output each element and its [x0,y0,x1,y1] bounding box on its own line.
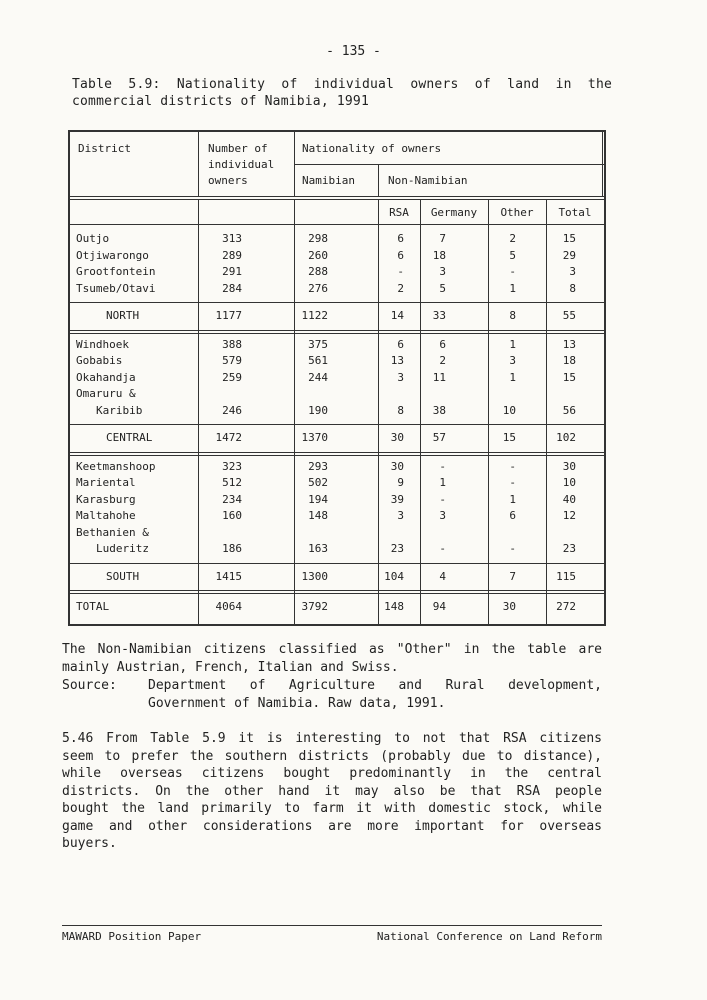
paragraph-line: while overseas citizens bought predominantly in the central [62,766,602,781]
owners-count: 234 [222,492,242,506]
district-name: Windhoek [76,337,129,351]
paragraph-line: buyers. [62,836,117,851]
germany-count: 94 [432,600,446,613]
germany-count: 57 [432,431,446,444]
column-divider [546,200,547,624]
header-district: District [78,142,131,155]
owners-count: 313 [222,232,242,245]
header-number-owners: Number of [208,142,268,155]
owners-count: 4064 [215,600,242,613]
total-count: 115 [556,569,576,583]
paragraph-line: districts. On the other hand it may also be that RSA people [62,783,602,799]
subtotal-double-rule [70,590,604,594]
total-count: 18 [562,354,576,367]
germany-count: 7 [439,232,446,245]
namibian-count: 502 [308,476,328,489]
table-title-line-1: Table 5.9: Nationality of individual owners of land in the [72,77,612,92]
namibian-count: 163 [308,542,328,555]
total-count: 3 [569,265,576,278]
other-count: - [509,265,516,278]
rsa-count: 39 [390,492,404,506]
namibian-count: 194 [308,492,328,506]
namibian-count: 561 [308,354,328,367]
rsa-count: 104 [384,569,404,583]
other-count: 1 [509,370,516,384]
namibian-count: 190 [308,403,328,417]
other-count: 3 [509,354,516,367]
owners-count: 512 [222,476,242,489]
other-count: 2 [509,232,516,245]
district-name: Gobabis [76,354,123,367]
district-name: Omaruru & [76,387,136,400]
district-name: TOTAL [76,600,110,613]
district-name: Maltahohe [76,509,136,522]
district-name: Grootfontein [76,265,156,278]
district-name: Okahandja [76,370,136,384]
total-count: 272 [556,600,576,613]
table-title [72,76,612,110]
germany-count: 2 [439,354,446,367]
owners-count: 246 [222,403,242,417]
germany-count: 11 [432,370,446,384]
rsa-count: 2 [397,281,404,295]
rsa-count: 6 [397,337,404,351]
namibian-count: 288 [308,265,328,278]
district-name: Mariental [76,476,136,489]
header-number-owners: owners [208,174,248,187]
header-divider [378,164,379,196]
owners-count: 160 [222,509,242,522]
germany-count: 3 [439,509,446,522]
paragraph-line: seem to prefer the southern districts (probably due to distance), [62,748,602,764]
other-count: 7 [509,569,516,583]
other-count: 1 [509,337,516,351]
germany-count: 4 [439,569,446,583]
germany-count: 18 [432,248,446,262]
footer-left: MAWARD Position Paper [62,930,202,943]
header-namibian: Namibian [302,174,355,187]
owners-count: 259 [222,370,242,384]
other-count: 1 [509,492,516,506]
district-name: Karasburg [76,492,136,506]
column-divider [488,200,489,624]
total-count: 8 [569,281,576,295]
rsa-count: 30 [390,459,404,473]
owners-count: 291 [222,265,242,278]
total-count: 40 [562,492,576,506]
owners-count: 186 [222,542,242,555]
other-count: - [509,542,516,555]
namibian-count: 148 [308,509,328,522]
other-count: 15 [502,431,516,444]
subtotal-label: CENTRAL [106,431,153,444]
district-name: Otjiwarongo [76,248,149,262]
rsa-count: 3 [397,370,404,384]
column-divider [378,200,379,624]
namibian-count: 1300 [301,569,328,583]
total-count: 15 [562,370,576,384]
district-name: Keetmanshoop [76,459,156,473]
other-count: - [509,476,516,489]
owners-count: 284 [222,281,242,295]
district-name: Bethanien & [76,525,149,539]
other-count: 30 [502,600,516,613]
rsa-count: 8 [397,403,404,417]
rsa-count: 13 [390,354,404,367]
header-germany: Germany [430,206,478,219]
namibian-count: 260 [308,248,328,262]
namibian-count: 293 [308,459,328,473]
column-divider [294,200,295,624]
germany-count: 38 [432,403,446,417]
other-count: - [509,459,516,473]
subtotal-double-rule [70,452,604,456]
rsa-count: - [397,265,404,278]
germany-count: 6 [439,337,446,351]
source-label: Source: [62,678,117,693]
owners-count: 1415 [215,569,242,583]
total-count: 23 [562,542,576,555]
other-count: 10 [502,403,516,417]
owners-count: 579 [222,354,242,367]
rsa-count: 9 [397,476,404,489]
paragraph-line: 5.46 From Table 5.9 it is interesting to not that RSA citizens [62,731,602,746]
rsa-count: 6 [397,248,404,262]
total-count: 10 [562,476,576,489]
subtotal-label: SOUTH [106,569,140,583]
rsa-count: 3 [397,509,404,522]
owners-count: 1177 [215,309,242,322]
germany-count: - [439,459,446,473]
note-line-1: The Non-Namibian citizens classified as "Other" in the table are [62,642,602,657]
total-count: 102 [556,431,576,444]
namibian-count: 276 [308,281,328,295]
germany-count: - [439,542,446,555]
subtotal-double-rule [70,330,604,334]
germany-count: - [439,492,446,506]
total-count: 55 [562,309,576,322]
rsa-count: 6 [397,232,404,245]
germany-count: 3 [439,265,446,278]
nationality-table [68,130,606,626]
paragraph-line: bought the land primarily to farm it with domestic stock, while [62,801,602,816]
header-other: Other [500,206,534,219]
namibian-count: 1122 [301,309,328,322]
header-nationality: Nationality of owners [302,142,442,155]
group-rule [70,563,604,564]
total-count: 56 [562,403,576,417]
owners-count: 1472 [215,431,242,444]
namibian-count: 244 [308,370,328,384]
source-line-2: Government of Namibia. Raw data, 1991. [148,695,446,711]
header-total: Total [558,206,592,219]
paragraph-line: game and other considerations are more important for overseas [62,818,602,834]
subheader-rule [70,224,604,225]
namibian-count: 375 [308,337,328,351]
table-note [62,641,602,676]
group-rule [70,424,604,425]
header-double-rule [70,196,604,200]
rsa-count: 23 [390,542,404,555]
district-name: Outjo [76,232,110,245]
total-count: 12 [562,509,576,522]
total-count: 30 [562,459,576,473]
source-citation [62,677,602,712]
header-divider [198,132,199,196]
rsa-count: 14 [390,309,404,322]
source-line-1: Department of Agriculture and Rural development, [148,678,602,693]
owners-count: 289 [222,248,242,262]
header-rsa: RSA [389,206,409,219]
table-title-line-2: commercial districts of Namibia, 1991 [72,94,369,109]
namibian-count: 3792 [301,600,328,613]
district-name: Tsumeb/Otavi [76,281,156,295]
other-count: 8 [509,309,516,322]
group-rule [70,302,604,303]
total-count: 13 [562,337,576,351]
other-count: 6 [509,509,516,522]
namibian-count: 298 [308,232,328,245]
subtotal-label: NORTH [106,309,140,322]
total-count: 15 [562,232,576,245]
other-count: 5 [509,248,516,262]
other-count: 1 [509,281,516,295]
total-count: 29 [562,248,576,262]
germany-count: 5 [439,281,446,295]
namibian-count: 1370 [301,431,328,444]
column-divider [420,200,421,624]
note-line-2: mainly Austrian, French, Italian and Swiss. [62,659,399,675]
rsa-count: 148 [384,600,404,613]
footer-rule [62,925,602,926]
page-number: - 135 - [326,44,381,59]
germany-count: 33 [432,309,446,322]
owners-count: 388 [222,337,242,351]
body-paragraph [62,730,602,853]
rsa-count: 30 [390,431,404,444]
header-non-namibian: Non-Namibian [388,174,468,187]
column-divider [198,200,199,624]
header-number-owners: individual [208,158,275,171]
district-name: Luderitz [96,542,149,555]
footer-right: National Conference on Land Reform [376,930,602,943]
owners-count: 323 [222,459,242,473]
district-name: Karibib [96,403,143,417]
germany-count: 1 [439,476,446,489]
header-rule [294,164,604,165]
